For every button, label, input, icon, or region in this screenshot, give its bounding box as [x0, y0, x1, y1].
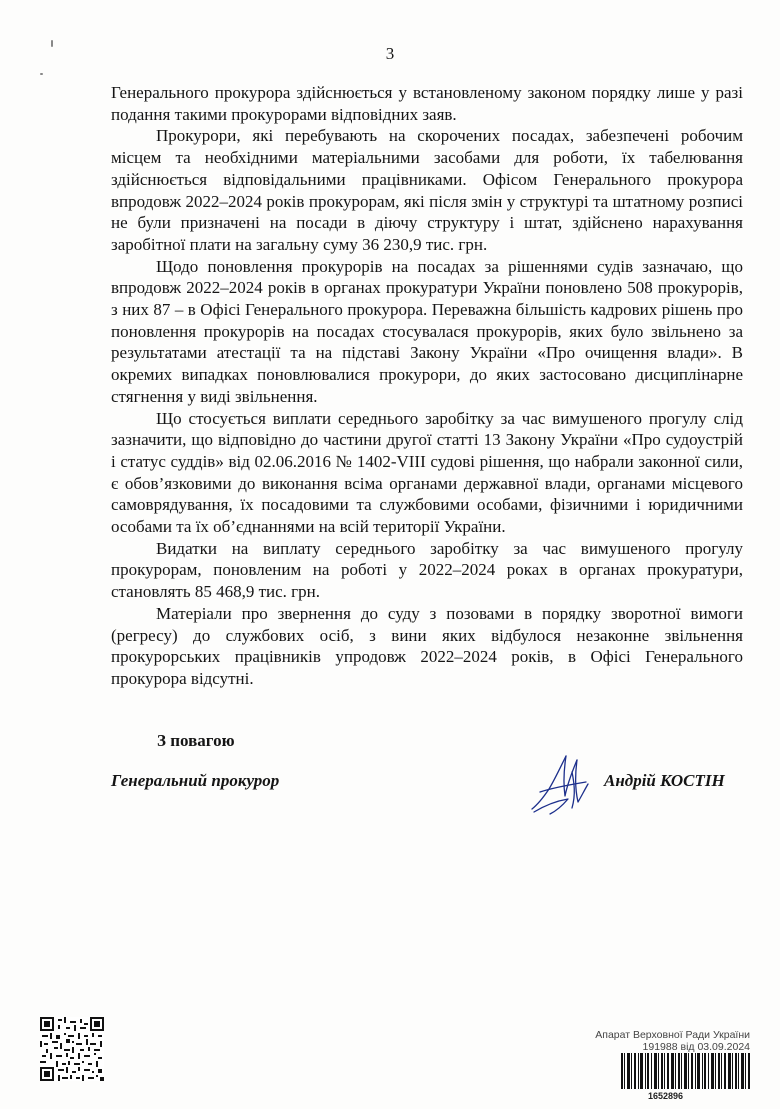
- paragraph: Що стосується виплати середнього заробітку за час вимушеного прогулу слід зазначити, що відповідно до частини другої статті 13 Закону України «Про судоустрій і статус суддів» від 02.06.2016 № 1402-VIII судові рішення, що набрали законної сили, є обов’язковими до виконання всіма органами державної влади, органами місцевого самоврядування, їх посадовими та службовими особами, фізичними і юридичними особами та їх об’єднаннями на всій території України.: [111, 408, 743, 537]
- signer-position: Генеральний прокурор: [111, 771, 280, 790]
- registry-number: 191988 від 03.09.2024: [642, 1041, 750, 1053]
- signature-image: [528, 752, 608, 818]
- registry-stamp: [585, 1029, 750, 1053]
- paragraph: Матеріали про звернення до суду з позовами в порядку зворотної вимоги (регресу) до службових осіб, з вини яких відбулося незаконне звільнення прокурорських працівників упродовж 2022–2024 років, в Офісі Генерального прокурора відсутні.: [111, 603, 743, 688]
- barcode-number: 1652896: [648, 1091, 684, 1101]
- page-number: 3: [385, 44, 395, 63]
- paragraph: Прокурори, які перебувають на скорочених посадах, забезпечені робочим місцем та необхідними матеріальними засобами для роботи, їх табелювання здійснюється відповідальними працівниками. Офісом Генерального прокурора впродовж 2022–2024 років прокурорам, які після змін у структурі та штатному розписі не були призначені на посади в діючу структуру і штат, здійснено нарахування заробітної плати на загальну суму 36 230,9 тис. грн.: [111, 126, 743, 254]
- qr-code: [40, 1017, 104, 1081]
- registry-organization: Апарат Верховної Ради України: [595, 1029, 750, 1041]
- letter-body: [111, 82, 743, 690]
- paragraph: Генерального прокурора здійснюється у встановленому законом порядку лише у разі подання такими прокурорами відповідних заяв.: [111, 83, 743, 124]
- signer-name: Андрій КОСТІН: [604, 771, 725, 790]
- paragraph: Щодо поновлення прокурорів на посадах за рішеннями судів зазначаю, що впродовж 2022–2024 років в органах прокуратури України поновлено 508 прокурорів, з них 87 – в Офісі Генерального прокурора. Переважна більшість кадрових рішень про поновлення прокурорів на посадах стосувалася прокурорів, яких було звільнено за результатами атестації та на підставі Закону України «Про очищення влади». В окремих випадках поновлювалися прокурори, до яких застосовано дисциплінарне стягнення у виді звільнення.: [111, 256, 743, 406]
- barcode: [621, 1053, 751, 1089]
- paragraph: Видатки на виплату середнього заробітку за час вимушеного прогулу прокурорам, поновленим на роботі у 2022–2024 роках в органах прокуратури, становлять 85 468,9 тис. грн.: [111, 538, 743, 602]
- scan-mark: [40, 73, 43, 75]
- closing-phrase: З повагою: [157, 731, 235, 750]
